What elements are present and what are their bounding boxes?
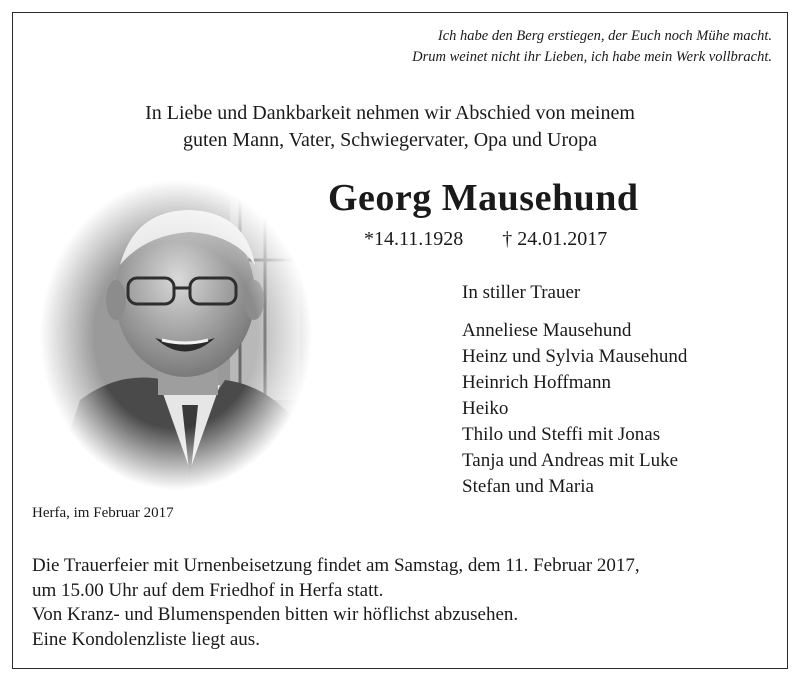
motto-line-1: Ich habe den Berg erstiegen, der Euch noch Mühe macht. bbox=[437, 28, 772, 44]
place-and-date: Herfa, im Februar 2017 bbox=[32, 505, 174, 521]
service-line-3: Von Kranz- und Blumenspenden bitten wir höflichst abzusehen. bbox=[32, 604, 519, 625]
mourner-name: Stefan und Maria bbox=[462, 476, 594, 497]
deceased-name: Georg Mausehund bbox=[328, 177, 639, 219]
service-line-4: Eine Kondolenzliste liegt aus. bbox=[32, 628, 260, 650]
intro-text bbox=[0, 100, 780, 154]
mourners-list bbox=[462, 318, 687, 500]
mourner-name: Heinz und Sylvia Mausehund bbox=[462, 346, 688, 367]
mourner-name: Heiko bbox=[462, 398, 509, 419]
intro-line-1: In Liebe und Dankbarkeit nehmen wir Abschied von meinem bbox=[145, 102, 635, 124]
intro-line-2: guten Mann, Vater, Schwiegervater, Opa und Uropa bbox=[182, 129, 597, 151]
service-line-1: Die Trauerfeier mit Urnenbeisetzung findet am Samstag, dem 11. Februar 2017, bbox=[32, 555, 640, 576]
birth-date: *14.11.1928 bbox=[364, 228, 464, 250]
death-date: † 24.01.2017 bbox=[502, 228, 608, 250]
mourner-name: Tanja und Andreas mit Luke bbox=[462, 450, 679, 471]
motto-line-2: Drum weinet nicht ihr Lieben, ich habe mein Werk vollbracht. bbox=[412, 49, 772, 65]
service-line-2: um 15.00 Uhr auf dem Friedhof in Herfa statt. bbox=[32, 579, 384, 601]
funeral-service-info bbox=[32, 554, 640, 652]
mourner-name: Thilo und Steffi mit Jonas bbox=[462, 424, 661, 445]
motto-verse bbox=[412, 26, 772, 68]
mourning-heading: In stiller Trauer bbox=[462, 282, 581, 303]
portrait-photo bbox=[40, 180, 312, 490]
mourner-name: Anneliese Mausehund bbox=[462, 320, 632, 341]
life-dates bbox=[364, 228, 607, 251]
mourner-name: Heinrich Hoffmann bbox=[462, 372, 611, 393]
